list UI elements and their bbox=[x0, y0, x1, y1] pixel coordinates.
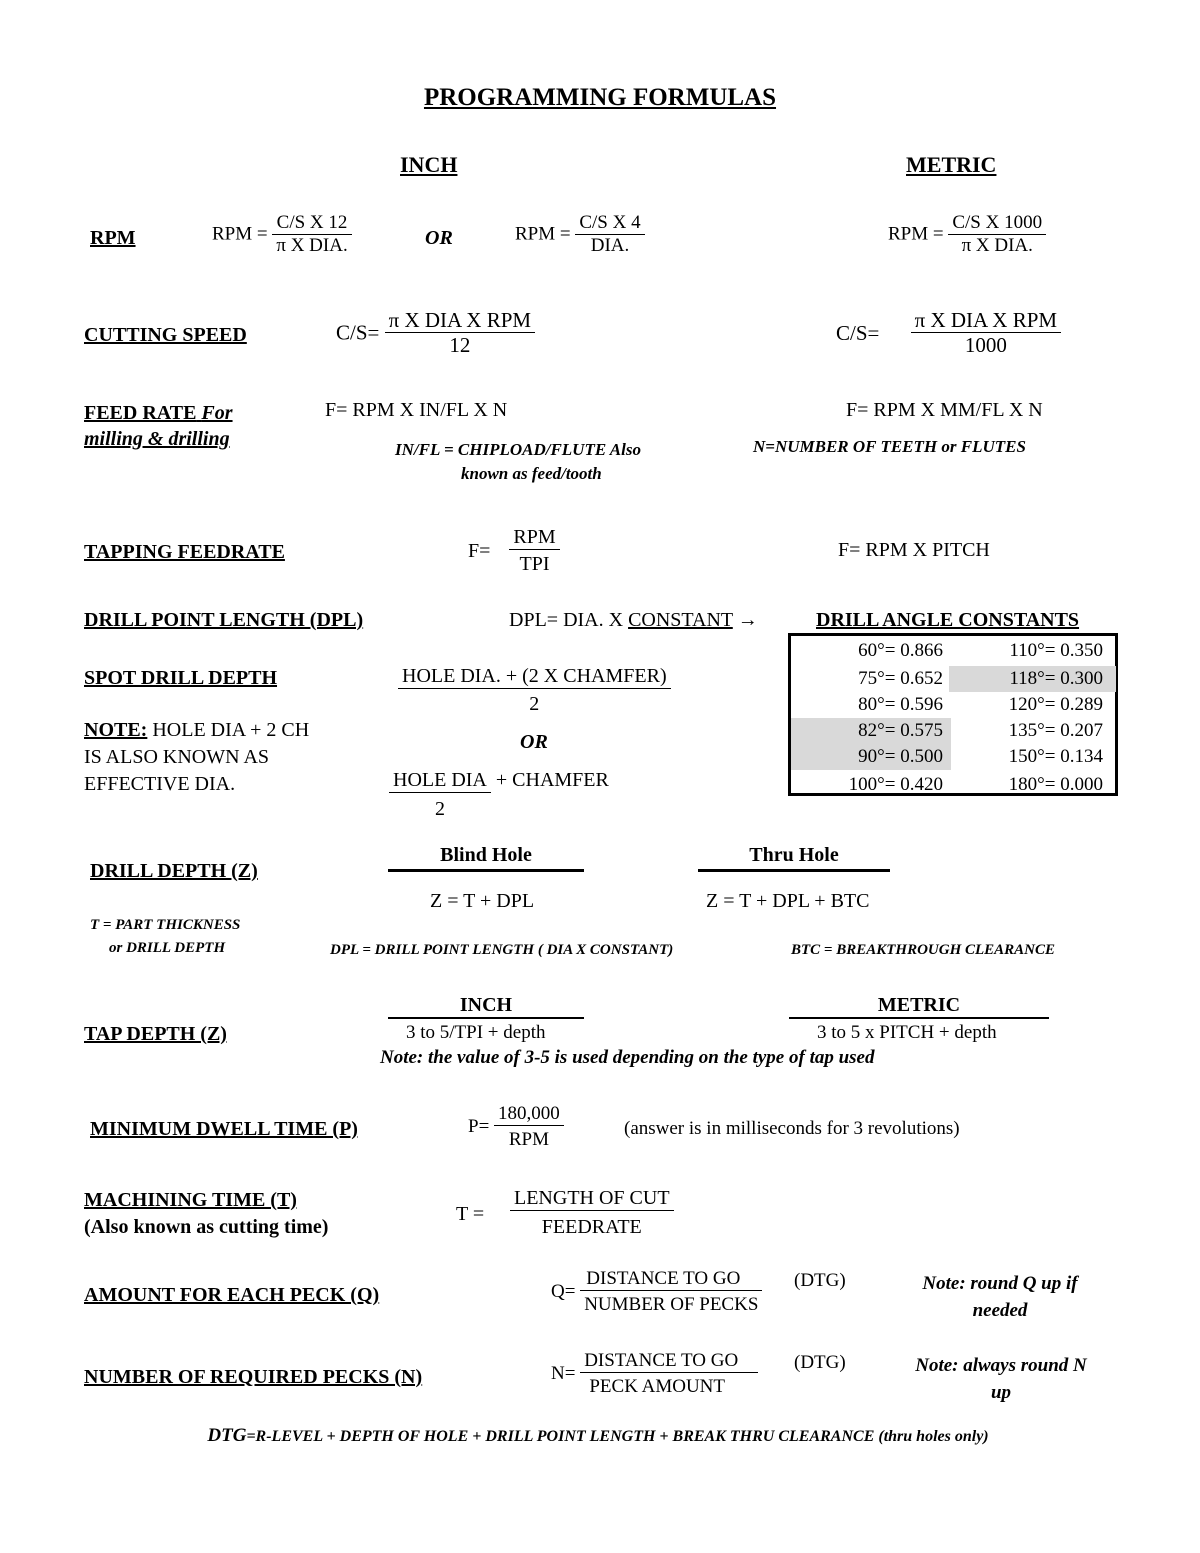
dpl-formula bbox=[509, 609, 758, 632]
fraction-denominator: 12 bbox=[449, 333, 471, 358]
rpm-inch1-fraction bbox=[272, 212, 351, 257]
dpl-constant: CONSTANT bbox=[628, 609, 733, 631]
cutting-speed-metric-formula bbox=[836, 308, 1061, 357]
tap-depth-inch-formula: 3 to 5/TPI + depth bbox=[406, 1022, 546, 1043]
constant-cell-60: 60°= 0.866 bbox=[858, 640, 943, 661]
cs-metric-fraction bbox=[911, 308, 1061, 357]
btc-note: BTC = BREAKTHROUGH CLEARANCE bbox=[791, 942, 1056, 958]
peck-amount-note-1: Note: round Q up if bbox=[922, 1273, 1078, 1294]
tapping-inch-formula bbox=[468, 526, 560, 576]
fraction-denominator: π X DIA. bbox=[276, 234, 348, 256]
peck-amount-formula bbox=[551, 1268, 762, 1316]
cutting-speed-label: CUTTING SPEED bbox=[84, 324, 247, 346]
rpm-inch-formula-1 bbox=[212, 212, 352, 257]
spot-note-line-2: IS ALSO KNOWN AS bbox=[84, 746, 270, 768]
spot-plus-chamfer: + CHAMFER bbox=[495, 769, 609, 791]
constant-cell-110: 110°= 0.350 bbox=[1009, 640, 1103, 661]
fraction-numerator: C/S X 1000 bbox=[948, 212, 1046, 235]
fraction-denominator: TPI bbox=[519, 553, 550, 575]
feed-rate-label-2: milling & drilling bbox=[84, 428, 230, 450]
tap-inch-prefix: F= bbox=[468, 539, 491, 562]
fraction-denominator: π X DIA. bbox=[961, 234, 1033, 256]
fraction-denominator: 2 bbox=[529, 693, 540, 715]
fraction-denominator: 1000 bbox=[964, 333, 1007, 358]
machining-prefix: T = bbox=[456, 1203, 485, 1225]
fraction-denominator: FEEDRATE bbox=[541, 1216, 642, 1238]
dtg-lead: DTG bbox=[207, 1425, 247, 1446]
page-title: PROGRAMMING FORMULAS bbox=[423, 84, 777, 111]
cutting-speed-inch-formula bbox=[336, 308, 535, 357]
fraction-numerator: DISTANCE TO GO bbox=[580, 1350, 758, 1373]
rpm-metric-fraction bbox=[948, 212, 1046, 257]
rpm-metric-prefix: RPM = bbox=[888, 223, 944, 245]
dwell-time-label: MINIMUM DWELL TIME (P) bbox=[90, 1118, 358, 1140]
fraction-numerator: C/S X 12 bbox=[272, 212, 351, 235]
t-note-line-2: or DRILL DEPTH bbox=[109, 940, 226, 956]
rpm-inch2-fraction bbox=[575, 212, 644, 257]
cs-metric-prefix: C/S= bbox=[836, 320, 880, 345]
constant-cell-75: 75°= 0.652 bbox=[858, 668, 943, 689]
fraction-numerator: HOLE DIA bbox=[389, 769, 491, 793]
peck-count-note bbox=[895, 1352, 1107, 1406]
spot-formula-1 bbox=[398, 665, 671, 716]
fraction-numerator: C/S X 4 bbox=[575, 212, 644, 235]
tap-depth-label: TAP DEPTH (Z) bbox=[84, 1023, 227, 1045]
peck-amount-note bbox=[900, 1270, 1100, 1324]
column-header-inch: INCH bbox=[400, 152, 458, 177]
constant-cell-180: 180°= 0.000 bbox=[1008, 774, 1103, 795]
machining-formula bbox=[510, 1187, 674, 1239]
blind-hole-formula: Z = T + DPL bbox=[430, 890, 535, 912]
dwell-formula bbox=[468, 1103, 564, 1151]
fraction-numerator: LENGTH OF CUT bbox=[510, 1187, 674, 1211]
feed-rate-label-text: FEED RATE bbox=[84, 402, 197, 424]
peck-count-note-1: Note: always round N bbox=[915, 1355, 1087, 1376]
drill-angle-constants-table bbox=[788, 633, 1118, 796]
peck-amount-dtg: (DTG) bbox=[794, 1270, 846, 1291]
dtg-definition bbox=[0, 1425, 1196, 1447]
fraction-numerator: RPM bbox=[509, 526, 559, 550]
thru-hole-title: Thru Hole bbox=[749, 844, 839, 866]
spot-fraction-2 bbox=[389, 769, 491, 821]
tapping-feedrate-label: TAPPING FEEDRATE bbox=[84, 541, 285, 563]
feed-rate-chipload-note-1: IN/FL = CHIPLOAD/FLUTE Also bbox=[395, 440, 641, 459]
spot-fraction-1 bbox=[398, 665, 671, 716]
fraction-denominator: PECK AMOUNT bbox=[589, 1375, 726, 1397]
machining-time-sublabel: (Also known as cutting time) bbox=[84, 1216, 329, 1238]
tap-depth-metric-title: METRIC bbox=[877, 994, 961, 1016]
constant-cell-100: 100°= 0.420 bbox=[848, 774, 943, 795]
tap-depth-note: Note: the value of 3-5 is used depending on the type of tap used bbox=[380, 1047, 875, 1068]
tap-depth-metric-formula: 3 to 5 x PITCH + depth bbox=[817, 1022, 997, 1043]
spot-or: OR bbox=[520, 731, 548, 753]
machining-time-label-text: MACHINING TIME (T) bbox=[84, 1189, 297, 1211]
rpm-metric-formula bbox=[888, 212, 1046, 257]
spot-drill-depth-label: SPOT DRILL DEPTH bbox=[84, 667, 278, 689]
dtg-text: =R-LEVEL + DEPTH OF HOLE + DRILL POINT LENGTH + BREAK THRU CLEARANCE (thru holes only) bbox=[246, 1428, 989, 1445]
tap-depth-metric-rule bbox=[789, 1017, 1049, 1019]
dwell-prefix: P= bbox=[468, 1115, 490, 1137]
peck-amount-label: AMOUNT FOR EACH PECK (Q) bbox=[84, 1284, 380, 1306]
dpl-prefix: DPL= DIA. X bbox=[509, 609, 624, 631]
drill-depth-label: DRILL DEPTH (Z) bbox=[90, 860, 258, 882]
rpm-inch1-prefix: RPM = bbox=[212, 223, 268, 245]
column-header-metric: METRIC bbox=[906, 152, 997, 177]
feed-rate-chipload-note-2: known as feed/tooth bbox=[461, 464, 602, 483]
constant-cell-118: 118°= 0.300 bbox=[1009, 668, 1103, 689]
thru-hole-formula: Z = T + DPL + BTC bbox=[706, 890, 870, 912]
feed-rate-label-italic: For bbox=[201, 402, 233, 424]
fraction-numerator: π X DIA X RPM bbox=[911, 308, 1061, 333]
peck-amount-prefix: Q= bbox=[551, 1280, 576, 1302]
rpm-inch2-prefix: RPM = bbox=[515, 223, 571, 245]
machining-time-label bbox=[84, 1189, 331, 1212]
cs-inch-fraction bbox=[385, 308, 535, 357]
dpl-label: DRILL POINT LENGTH (DPL) bbox=[84, 609, 364, 631]
peck-amount-note-2: needed bbox=[972, 1300, 1028, 1321]
spot-note-line-3: EFFECTIVE DIA. bbox=[84, 773, 236, 795]
constant-cell-135: 135°= 0.207 bbox=[1008, 720, 1103, 741]
spot-formula-2 bbox=[389, 769, 609, 821]
dpl-note: DPL = DRILL POINT LENGTH ( DIA X CONSTANT) bbox=[330, 942, 674, 958]
blind-hole-title: Blind Hole bbox=[440, 844, 532, 866]
blind-hole-rule bbox=[388, 869, 584, 872]
feed-rate-metric-formula: F= RPM X MM/FL X N bbox=[846, 399, 1043, 421]
peck-amount-fraction bbox=[580, 1268, 762, 1316]
arrow-right-icon: → bbox=[737, 609, 758, 631]
fraction-numerator: HOLE DIA. + (2 X CHAMFER) bbox=[398, 665, 671, 689]
dwell-note: (answer is in milliseconds for 3 revolutions) bbox=[624, 1118, 960, 1139]
thru-hole-rule bbox=[698, 869, 890, 872]
t-note-line-1: T = PART THICKNESS bbox=[90, 917, 241, 933]
feed-rate-label bbox=[84, 402, 233, 425]
cs-inch-prefix: C/S= bbox=[336, 320, 380, 345]
rpm-label: RPM bbox=[90, 227, 136, 249]
tapping-metric-formula: F= RPM X PITCH bbox=[838, 539, 990, 561]
tap-depth-inch-title: INCH bbox=[459, 994, 513, 1016]
constant-cell-90: 90°= 0.500 bbox=[858, 746, 943, 767]
peck-count-dtg: (DTG) bbox=[794, 1352, 846, 1373]
constant-cell-82: 82°= 0.575 bbox=[858, 720, 943, 741]
machining-fraction bbox=[510, 1187, 674, 1239]
dwell-fraction bbox=[494, 1103, 564, 1151]
constant-cell-150: 150°= 0.134 bbox=[1008, 746, 1103, 767]
constant-cell-120: 120°= 0.289 bbox=[1008, 694, 1103, 715]
peck-count-label: NUMBER OF REQUIRED PECKS (N) bbox=[84, 1366, 423, 1388]
fraction-numerator: DISTANCE TO GO bbox=[580, 1268, 762, 1291]
peck-count-note-2: up bbox=[990, 1382, 1012, 1403]
peck-count-prefix: N= bbox=[551, 1362, 576, 1384]
spot-note-line-1: HOLE DIA + 2 CH bbox=[152, 719, 310, 741]
feed-rate-teeth-note: N=NUMBER OF TEETH or FLUTES bbox=[753, 437, 1026, 456]
fraction-denominator: 2 bbox=[435, 798, 445, 820]
feed-rate-inch-formula: F= RPM X IN/FL X N bbox=[325, 399, 508, 421]
constant-cell-80: 80°= 0.596 bbox=[858, 694, 943, 715]
fraction-numerator: π X DIA X RPM bbox=[385, 308, 535, 333]
fraction-denominator: RPM bbox=[508, 1128, 549, 1150]
fraction-denominator: DIA. bbox=[590, 234, 630, 256]
tap-depth-inch-rule bbox=[388, 1017, 584, 1019]
tap-inch-fraction bbox=[509, 526, 559, 576]
rpm-inch-formula-2 bbox=[515, 212, 645, 257]
peck-count-fraction bbox=[580, 1350, 758, 1398]
drill-angle-constants-title: DRILL ANGLE CONSTANTS bbox=[816, 609, 1080, 631]
spot-note-label: NOTE: bbox=[84, 719, 148, 741]
fraction-numerator: 180,000 bbox=[494, 1103, 564, 1126]
spot-note bbox=[84, 717, 309, 798]
peck-count-formula bbox=[551, 1350, 758, 1398]
rpm-or: OR bbox=[425, 227, 453, 249]
fraction-denominator: NUMBER OF PECKS bbox=[584, 1293, 759, 1315]
